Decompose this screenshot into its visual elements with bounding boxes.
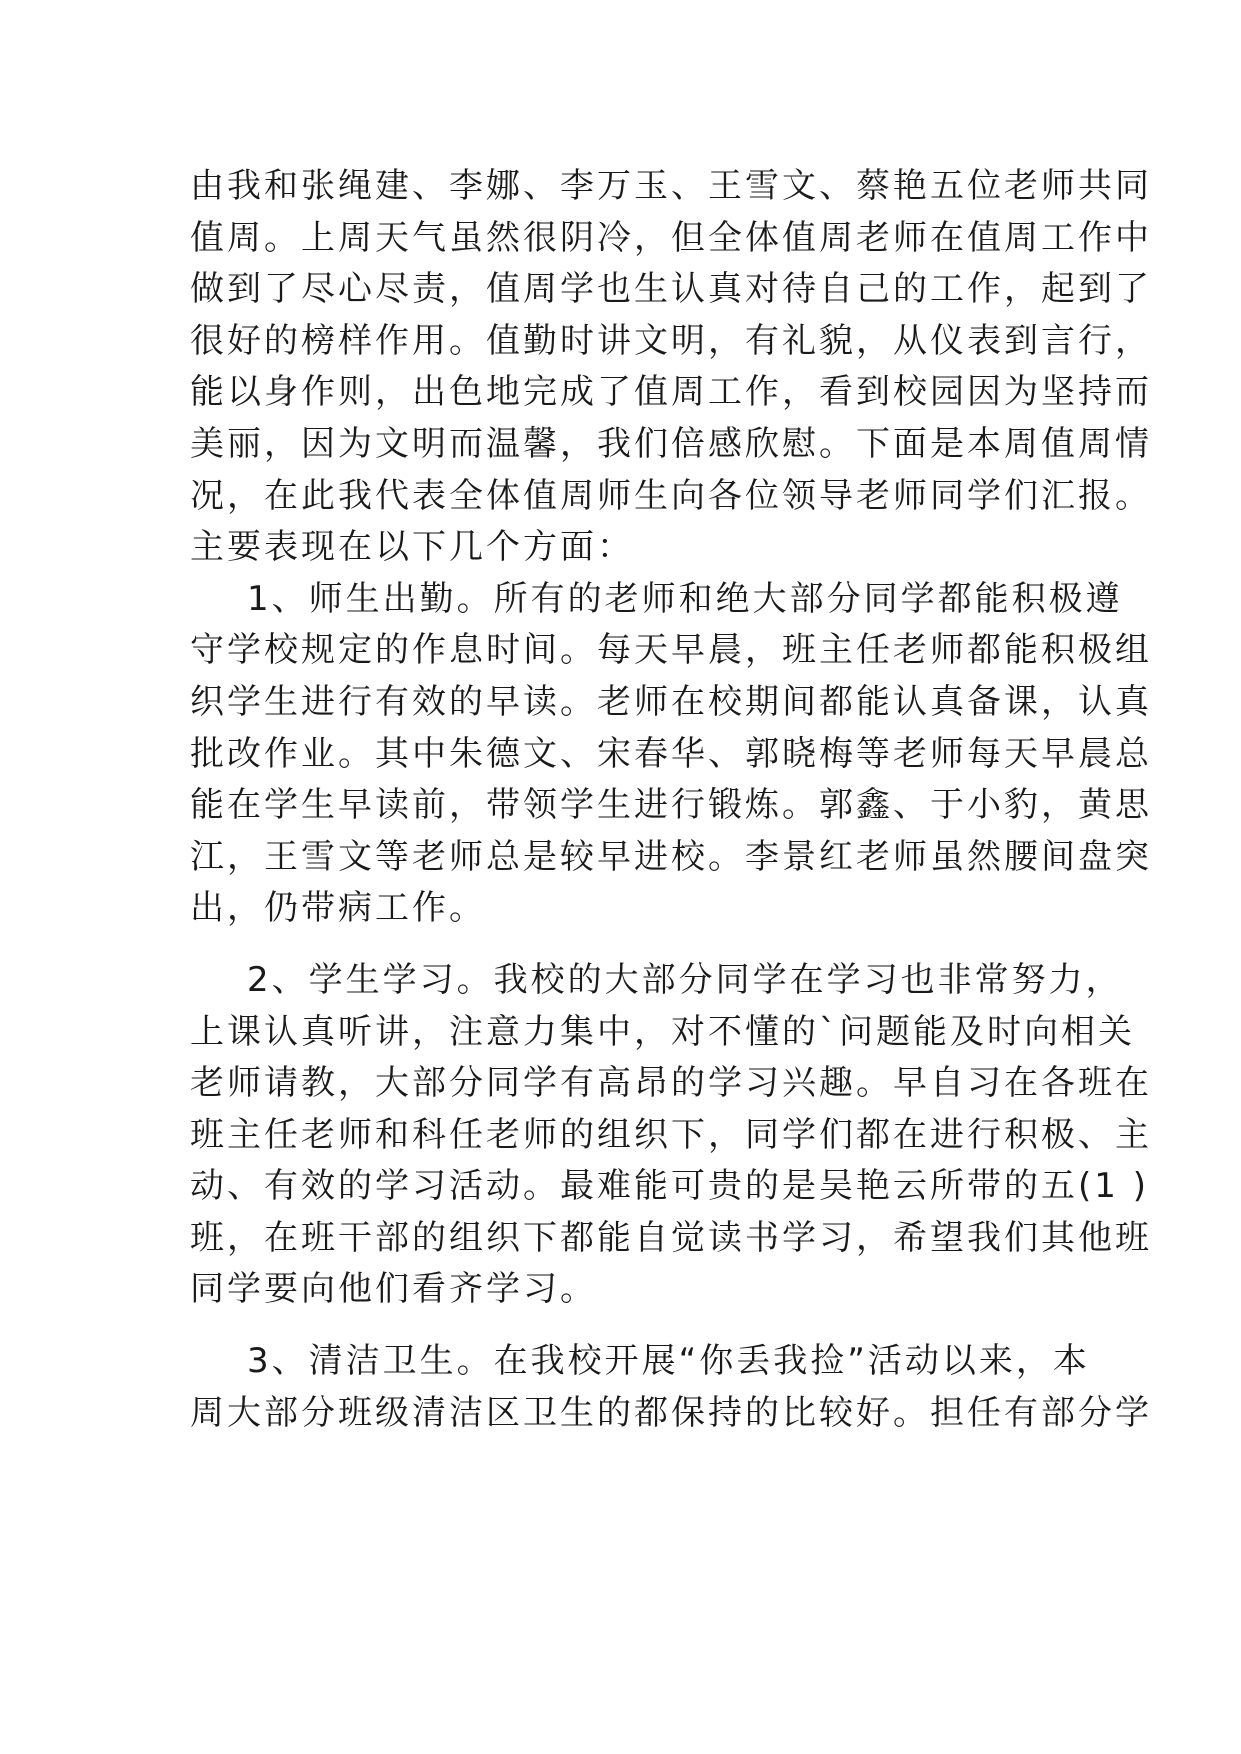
section-hygiene-paragraph [190,1336,1152,1439]
text-line: 周大部分班级清洁区卫生的都保持的比较好。担任有部分学 [190,1392,1152,1433]
section-study-paragraph [190,955,1152,1316]
text-line: 美丽，因为文明而温馨，我们倍感欣慰。下面是本周值周情 [190,423,1152,464]
text-line: 能以身作则，出色地完成了值周工作，看到校园因为坚持而 [190,372,1152,413]
paragraph-gap [190,935,1060,955]
text-line: 织学生进行有效的早读。老师在校期间都能认真备课，认真 [190,681,1152,722]
text-line: 做到了尽心尽责，值周学也生认真对待自己的工作，起到了 [190,269,1152,310]
text-line: 主要表现在以下几个方面： [190,527,634,568]
text-line: 批改作业。其中朱德文、宋春华、郭晓梅等老师每天早晨总 [190,733,1152,774]
text-line: 老师请教，大部分同学有高昂的学习兴趣。早自习在各班在 [190,1063,1152,1104]
text-line: 很好的榜样作用。值勤时讲文明，有礼貌，从仪表到言行， [190,320,1152,361]
text-line: 守学校规定的作息时间。每天早晨，班主任老师都能积极组 [190,630,1152,671]
text-line: 值周。上周天气虽然很阴冷，但全体值周老师在值周工作中 [190,217,1152,258]
text-line: 班主任老师和科任老师的组织下，同学们都在进行积极、主 [190,1114,1152,1155]
text-line: 1、师生出勤。所有的老师和绝大部分同学都能积极遵 [247,578,1123,619]
text-line: 同学要向他们看齐学习。 [190,1269,597,1310]
text-line: 动、有效的学习活动。最难能可贵的是吴艳云所带的五(1 ) [190,1166,1149,1207]
text-line: 出，仍带病工作。 [190,888,486,929]
section-attendance-paragraph [190,574,1152,935]
text-line: 能在学生早读前，带领学生进行锻炼。郭鑫、于小豹，黄思 [190,785,1152,826]
text-line: 江，王雪文等老师总是较早进校。李景红老师虽然腰间盘突 [190,836,1152,877]
text-line: 2、学生学习。我校的大部分同学在学习也非常努力， [247,959,1123,1000]
text-line: 班，在班干部的组织下都能自觉读书学习，希望我们其他班 [190,1217,1152,1258]
text-line: 3、清洁卫生。在我校开展“你丢我捡”活动以来，本 [247,1341,1090,1382]
document-body [190,161,1152,1439]
text-line: 上课认真听讲，注意力集中，对不懂的`问题能及时向相关 [190,1011,1135,1052]
paragraph-gap [190,1316,1060,1336]
text-line: 况，在此我代表全体值周师生向各位领导老师同学们汇报。 [190,475,1152,516]
text-line: 由我和张绳建、李娜、李万玉、王雪文、蔡艳五位老师共同 [190,166,1152,206]
intro-paragraph [190,161,1152,574]
